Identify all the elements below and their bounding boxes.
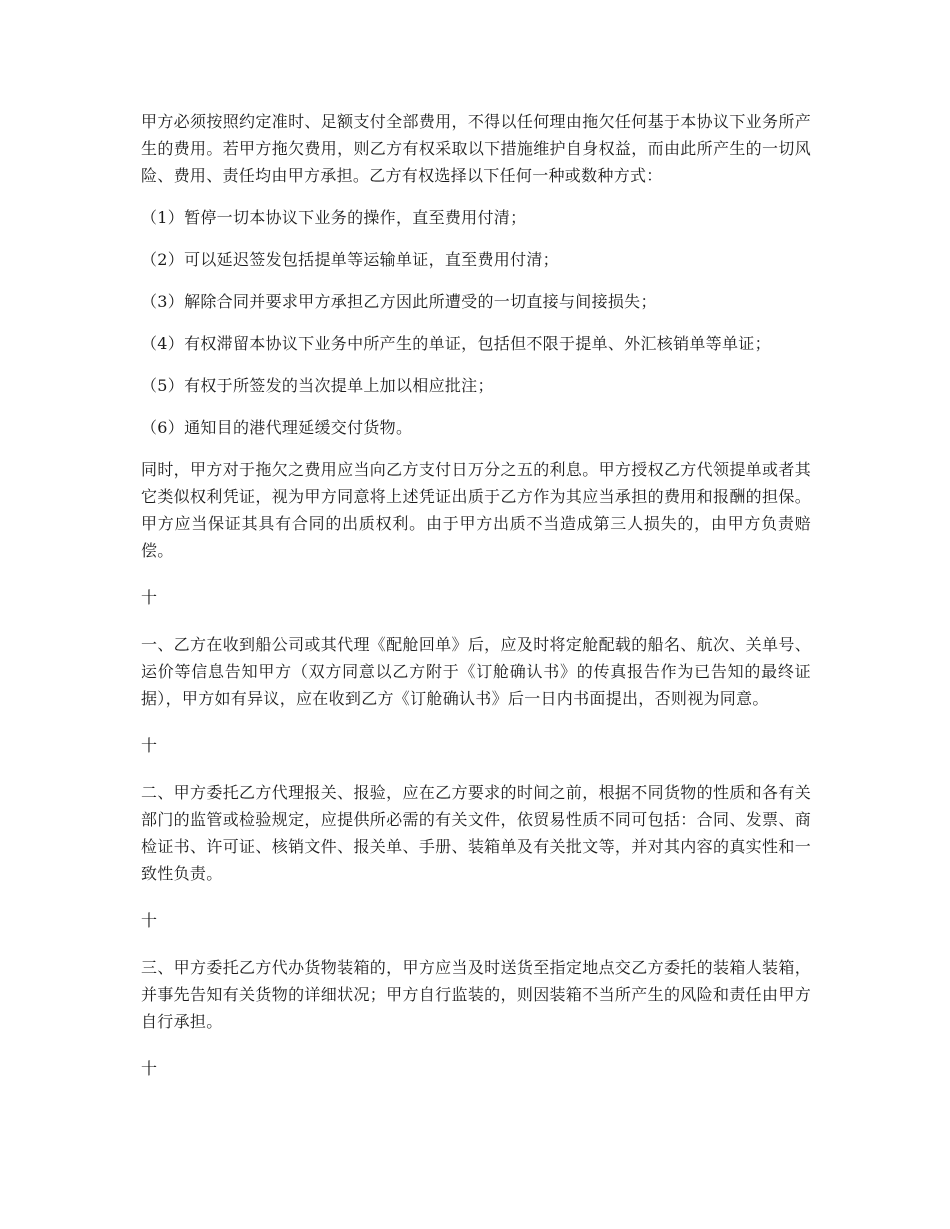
measure-item-4: （4）有权滞留本协议下业务中所产生的单证，包括但不限于提单、外汇核销单等单证； xyxy=(141,334,771,353)
clause-11-paragraph: 一、乙方在收到船公司或其代理《配舱回单》后，应及时将定舱配载的船名、航次、关单号、运价等信息告知甲方（双方同意以乙方附于《订舱确认书》的传真报告作为已告知的最终证据），甲方如有异议，应在收到乙方《订舱确认书》后一日内书面提出，否则视为同意。 xyxy=(141,635,811,708)
measure-item-6: （6）通知目的港代理延缓交付货物。 xyxy=(141,418,413,437)
clause-13-paragraph: 三、甲方委托乙方代办货物装箱的，甲方应当及时送货至指定地点交乙方委托的装箱人装箱，并事先告知有关货物的详细状况；甲方自行监装的，则因装箱不当所产生的风险和责任由甲方自行承担。 xyxy=(141,958,811,1031)
interest-clause-paragraph: 同时，甲方对于拖欠之费用应当向乙方支付日万分之五的利息。甲方授权乙方代领提单或者其它类似权利凭证，视为甲方同意将上述凭证出质于乙方作为其应当承担的费用和报酬的担保。甲方应当保证其具有合同的出质权利。由于甲方出质不当造成第三人损失的，由甲方负责赔偿。 xyxy=(141,460,811,560)
measure-item-1: （1）暂停一切本协议下业务的操作，直至费用付清； xyxy=(141,208,527,227)
section-marker-3: 十 xyxy=(141,911,158,930)
measure-item-2: （2）可以延迟签发包括提单等运输单证，直至费用付清； xyxy=(141,250,559,269)
document-page xyxy=(141,108,811,1082)
measure-item-3: （3）解除合同并要求甲方承担乙方因此所遭受的一切直接与间接损失； xyxy=(141,292,657,311)
section-marker-1: 十 xyxy=(141,588,158,607)
intro-paragraph: 甲方必须按照约定准时、足额支付全部费用，不得以任何理由拖欠任何基于本协议下业务所产生的费用。若甲方拖欠费用，则乙方有权采取以下措施维护自身权益，而由此所产生的一切风险、费用、责任均由甲方承担。乙方有权选择以下任何一种或数种方式： xyxy=(141,112,811,185)
section-marker-2: 十 xyxy=(141,736,158,755)
clause-12-paragraph: 二、甲方委托乙方代理报关、报验，应在乙方要求的时间之前，根据不同货物的性质和各有关部门的监管或检验规定，应提供所必需的有关文件，依贸易性质不同可包括：合同、发票、商检证书、许可证、核销文件、报关单、手册、装箱单及有关批文等，并对其内容的真实性和一致性负责。 xyxy=(141,783,811,883)
section-marker-4: 十 xyxy=(141,1059,158,1078)
measure-item-5: （5）有权于所签发的当次提单上加以相应批注； xyxy=(141,376,494,395)
